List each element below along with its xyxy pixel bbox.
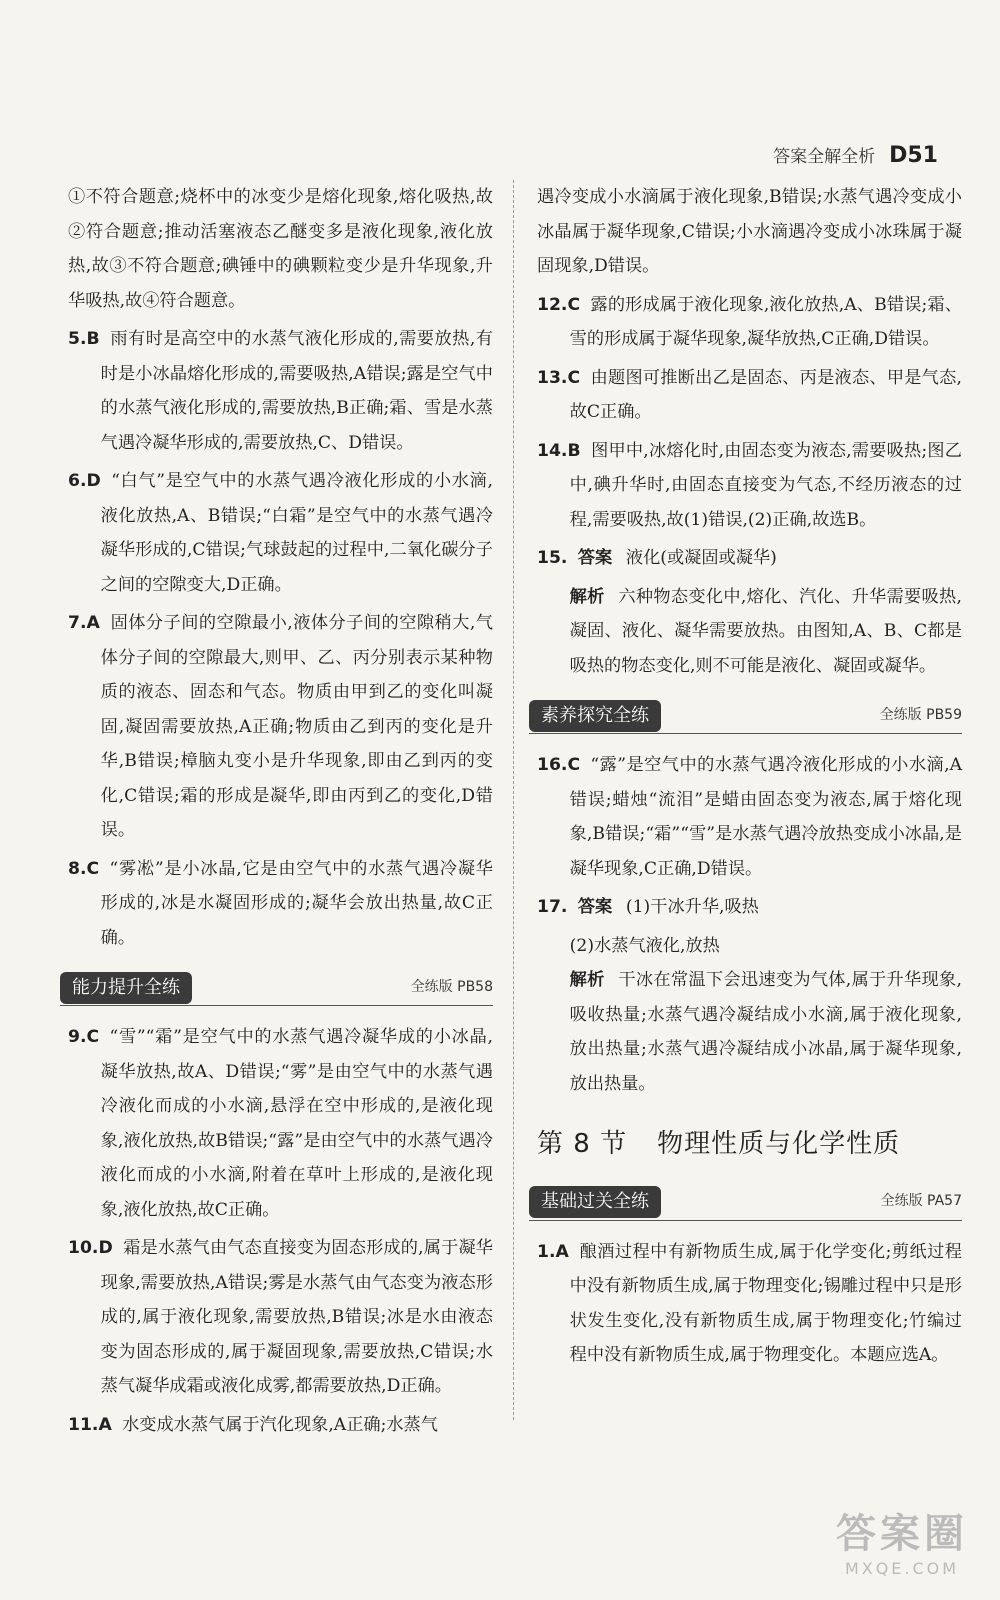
watermark-main: 答案圈	[836, 1511, 968, 1557]
answer-item	[68, 1231, 493, 1404]
answer-text: 液化(或凝固或凝华)	[625, 548, 777, 568]
answer-item	[68, 1020, 493, 1227]
answer-item	[68, 606, 493, 848]
analysis-text: 干冰在常温下会迅速变为气体,属于升华现象,吸收热量;水蒸气遇冷凝结成小水滴,属于液化现象,放出热量;水蒸气遇冷凝结成小冰晶,属于凝华现象,放出热量。	[569, 970, 962, 1094]
continued-text: 遇冷变成小水滴属于液化现象,B错误;水蒸气遇冷变成小冰晶属于凝华现象,C错误;小水滴遇冷变成小冰珠属于凝固现象,D错误。	[537, 187, 962, 276]
answer-number: 9.C	[68, 1027, 100, 1047]
answer-text: 由题图可推断出乙是固态、丙是液态、甲是气态,故C正确。	[569, 367, 962, 422]
section-reference: 全练版 PB59	[879, 706, 962, 723]
header-title: 答案全解全析	[773, 147, 876, 167]
analysis-text: 六种物态变化中,熔化、汽化、升华需要吸热,凝固、液化、凝华需要放热。由图知,A、B、C都是吸热的物态变化,则不可能是液化、凝固或凝华。	[569, 586, 962, 676]
answer-label: 答案	[577, 897, 613, 917]
answer-number: 15.	[537, 548, 568, 568]
answer-number: 16.C	[537, 755, 581, 775]
answer-item	[68, 852, 493, 956]
answer-subline: (2)水蒸气液化,放热	[569, 935, 720, 956]
section-badge: 基础过关全练	[529, 1186, 661, 1218]
answer-text: 水变成水蒸气属于汽化现象,A正确;水蒸气	[122, 1414, 438, 1435]
watermark-sub: MXQE.COM	[844, 1559, 960, 1578]
answer-number: 13.C	[537, 367, 581, 388]
answer-item	[68, 464, 493, 602]
page-number: D51	[889, 143, 938, 168]
answer-item	[537, 288, 962, 357]
analysis-line	[537, 963, 962, 1101]
analysis-line	[537, 580, 962, 684]
answer-number: 5.B	[68, 329, 100, 349]
answer-item	[537, 748, 962, 886]
answer-number: 1.A	[537, 1241, 569, 1262]
answer-label: 答案	[577, 548, 613, 568]
page-header	[773, 142, 938, 168]
answer-text: 露的形成属于液化现象,液化放热,A、B错误;霜、雪的形成属于凝华现象,凝华放热,C正确,D错误。	[569, 294, 962, 349]
answer-number: 10.D	[68, 1238, 113, 1258]
section-reference: 全练版 PB58	[410, 978, 493, 995]
analysis-label: 解析	[569, 970, 605, 990]
answer-text: “露”是空气中的水蒸气遇冷液化形成的小水滴,A错误;蜡烛“流泪”是蜡由固态变为液态,属于熔化现象,B错误;“霜”“雪”是水蒸气遇冷放热变成小冰晶,是凝华现象,C正确,D错误。	[569, 755, 962, 879]
continued-text: ①不符合题意;烧杯中的冰变少是熔化现象,熔化吸热,故②符合题意;推动活塞液态乙醚变多是液化现象,液化放热,故③不符合题意;碘锤中的碘颗粒变少是升华现象,升华吸热,故④符合题意。	[68, 187, 493, 311]
answer-number: 12.C	[537, 294, 581, 315]
right-column	[537, 180, 962, 1377]
chapter-number: 第 8 节	[537, 1129, 628, 1159]
answer-number: 8.C	[68, 858, 100, 879]
watermark-logo	[822, 1502, 982, 1578]
section-reference: 全练版 PA57	[880, 1193, 962, 1210]
answer-text: “雪”“霜”是空气中的水蒸气遇冷凝华成的小冰晶,凝华放热,故A、D错误;“雾”是由空气中的水蒸气遇冷液化而成的小水滴,悬浮在空中形成的,是液化现象,液化放热,故B错误;“露”是由空气中的水蒸气遇冷液化而成的小水滴,附着在草叶上形成的,是液化现象,液化放热,故C正确。	[100, 1027, 493, 1220]
answer-text: “白气”是空气中的水蒸气遇冷液化形成的小水滴,液化放热,A、B错误;“白霜”是空气中的水蒸气遇冷凝华形成的,C错误;气球鼓起的过程中,二氧化碳分子之间的空隙变大,D正确。	[100, 471, 493, 595]
left-column	[68, 180, 493, 1446]
answer-number: 7.A	[68, 613, 100, 633]
section-badge: 素养探究全练	[529, 700, 661, 732]
answer-number: 17.	[537, 897, 568, 917]
answer-text: 固体分子间的空隙最小,液体分子间的空隙稍大,气体分子间的空隙最大,则甲、乙、丙分别表示某种物质的液态、固态和气态。物质由甲到乙的变化叫凝固,凝固需要放热,A正确;物质由乙到丙的变化是升华,B错误;樟脑丸变小是升华现象,即由乙到丙的变化,C错误;霜的形成是凝华,即由丙到乙的变化,D错误。	[100, 613, 493, 840]
answer-text: 霜是水蒸气由气态直接变为固态形成的,属于凝华现象,需要放热,A错误;雾是水蒸气由气态变为液态形成的,属于液化现象,需要放热,B错误;冰是水由液态变为固态形成的,属于凝固现象,需要放热,C错误;水蒸气凝华成霜或液化成雾,都需要放热,D正确。	[100, 1238, 493, 1396]
answer-number: 6.D	[68, 471, 101, 491]
answer-item	[68, 1408, 493, 1443]
answer-item-15	[537, 541, 962, 576]
answer-item	[537, 1235, 962, 1373]
analysis-label: 解析	[569, 586, 605, 607]
chapter-heading	[537, 1127, 962, 1162]
section-header-literacy	[529, 697, 962, 734]
answer-text: 雨有时是高空中的水蒸气液化形成的,需要放热,有时是小冰晶熔化形成的,需要吸热,A错误;露是空气中的水蒸气液化形成的,需要放热,B正确;霜、雪是水蒸气遇冷凝华形成的,需要放热,C、D错误。	[100, 329, 493, 453]
section-header-basic	[529, 1184, 962, 1221]
answer-number: 11.A	[68, 1414, 112, 1435]
section-header-ability	[60, 969, 493, 1006]
answer-number: 14.B	[537, 440, 581, 461]
answer-item	[537, 361, 962, 430]
answer-item-17	[537, 890, 962, 925]
section-badge: 能力提升全练	[60, 972, 192, 1004]
answer-item	[68, 322, 493, 460]
answer-text: “雾凇”是小冰晶,它是由空气中的水蒸气遇冷凝华形成的,冰是水凝固形成的;凝华会放出热量,故C正确。	[100, 858, 493, 948]
answer-text: 图甲中,冰熔化时,由固态变为液态,需要吸热;图乙中,碘升华时,由固态直接变为气态,不经历液态的过程,需要吸热,故(1)错误,(2)正确,故选B。	[569, 440, 962, 530]
column-divider	[513, 180, 514, 1420]
answer-text: 酿酒过程中有新物质生成,属于化学变化;剪纸过程中没有新物质生成,属于物理变化;锡雕过程中只是形状发生变化,没有新物质生成,属于物理变化;竹编过程中没有新物质生成,属于物理变化。本题应选A。	[569, 1241, 962, 1365]
answer-text: (1)干冰升华,吸热	[625, 897, 759, 917]
answer-item	[537, 434, 962, 538]
chapter-title: 物理性质与化学性质	[657, 1129, 901, 1159]
